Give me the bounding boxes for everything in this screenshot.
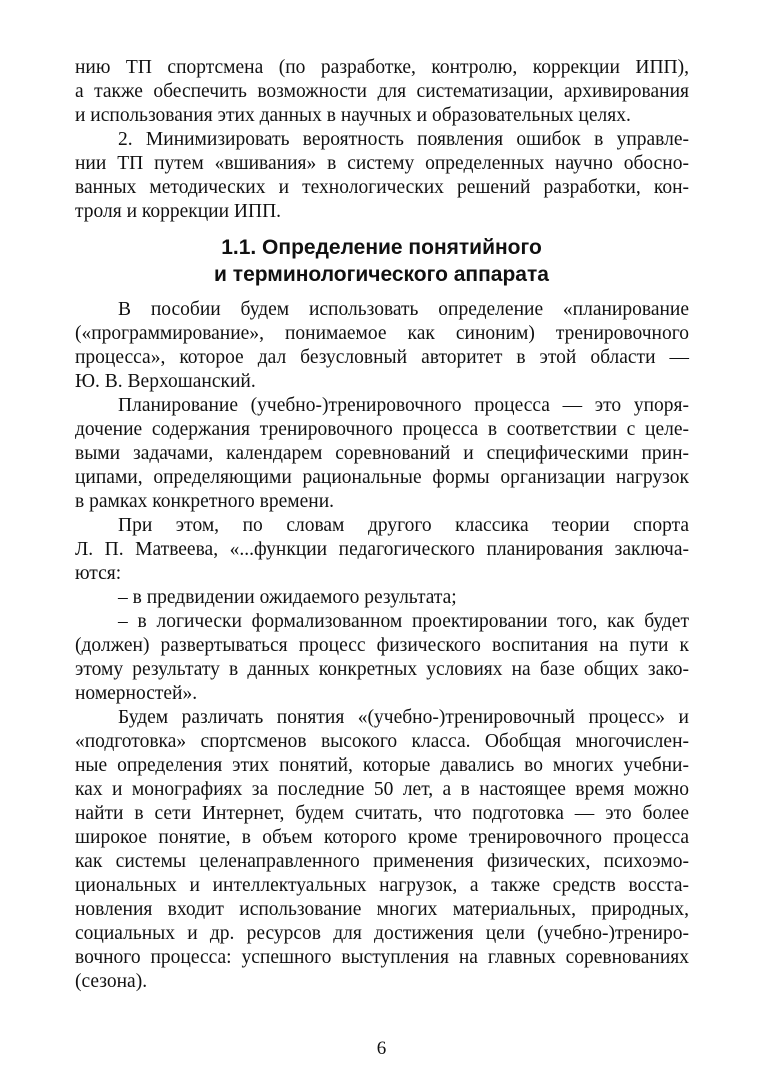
text-line: и использования этих данных в научных и образовательных целях. (75, 105, 631, 126)
text-line: номерностей». (75, 683, 198, 704)
section-heading-line1: 1.1. Определение понятийного (221, 236, 542, 259)
text-line: 2. Минимизировать вероятность появления ошибок в управле- (118, 129, 689, 150)
section-heading-line2: и терминологического аппарата (214, 263, 549, 286)
text-line: вочного процесса: успешного выступления на главных соревнованиях (75, 947, 689, 968)
text-line: найти в сети Интернет, будем считать, что подготовка — это более (75, 803, 689, 824)
text-line: «подготовка» спортсменов высокого класса. Обобщая многочислен- (75, 731, 689, 752)
text-line: дочение содержания тренировочного процесса в соответствии с целе- (75, 419, 689, 440)
text-line: социальных и др. ресурсов для достижения цели (учебно-)трениро- (75, 923, 689, 944)
list-item: – в логически формализованном проектировании того, как будет (118, 611, 689, 632)
text-line: процесса», которое дал безусловный авторитет в этой области — (75, 347, 689, 368)
text-line: новления входит использование многих материальных, природных, (75, 899, 689, 920)
text-line: («программирование», понимаемое как синоним) тренировочного (75, 323, 689, 344)
text-line: ванных методических и технологических решений разработки, кон- (75, 177, 689, 198)
text-line: как системы целенаправленного применения физических, психоэмо- (75, 851, 689, 872)
list-item: – в предвидении ожидаемого результата; (118, 587, 457, 608)
text-line: ные определения этих понятий, которые давались во многих учебни- (75, 755, 689, 776)
text-line: троля и коррекции ИПП. (75, 201, 282, 222)
text-line: этому результату в данных конкретных условиях на базе общих зако- (75, 659, 689, 680)
text-line: (должен) развертываться процесс физического воспитания на пути к (75, 635, 689, 656)
text-line: При этом, по словам другого классика теории спорта (118, 515, 689, 536)
text-line: (сезона). (75, 971, 148, 992)
text-line: а также обеспечить возможности для систематизации, архивирования (75, 81, 689, 102)
text-line: нии ТП путем «вшивания» в систему определенных научно обосно- (75, 153, 689, 174)
text-line: ципами, определяющими рациональные формы организации нагрузок (75, 467, 689, 488)
text-line: Л. П. Матвеева, «...функции педагогического планирования заключа- (75, 539, 689, 560)
text-line: выми задачами, календарем соревнований и специфическими прин- (75, 443, 689, 464)
text-line: ются: (75, 563, 122, 584)
text-line: нию ТП спортсмена (по разработке, контролю, коррекции ИПП), (75, 57, 689, 78)
text-line: широкое понятие, в объем которого кроме тренировочного процесса (75, 827, 689, 848)
text-line: ках и монографиях за последние 50 лет, а в настоящее время можно (75, 779, 689, 800)
text-line: Ю. В. Верхошанский. (75, 371, 256, 392)
text-line: Планирование (учебно-)тренировочного процесса — это упоря- (118, 395, 689, 416)
text-line: Будем различать понятия «(учебно-)тренировочный процесс» и (118, 707, 689, 728)
text-line: циональных и интеллектуальных нагрузок, а также средств восста- (75, 875, 689, 896)
text-line: в рамках конкретного времени. (75, 491, 335, 512)
text-line: В пособии будем использовать определение «планирование (118, 299, 689, 320)
page-number: 6 (376, 1038, 387, 1059)
